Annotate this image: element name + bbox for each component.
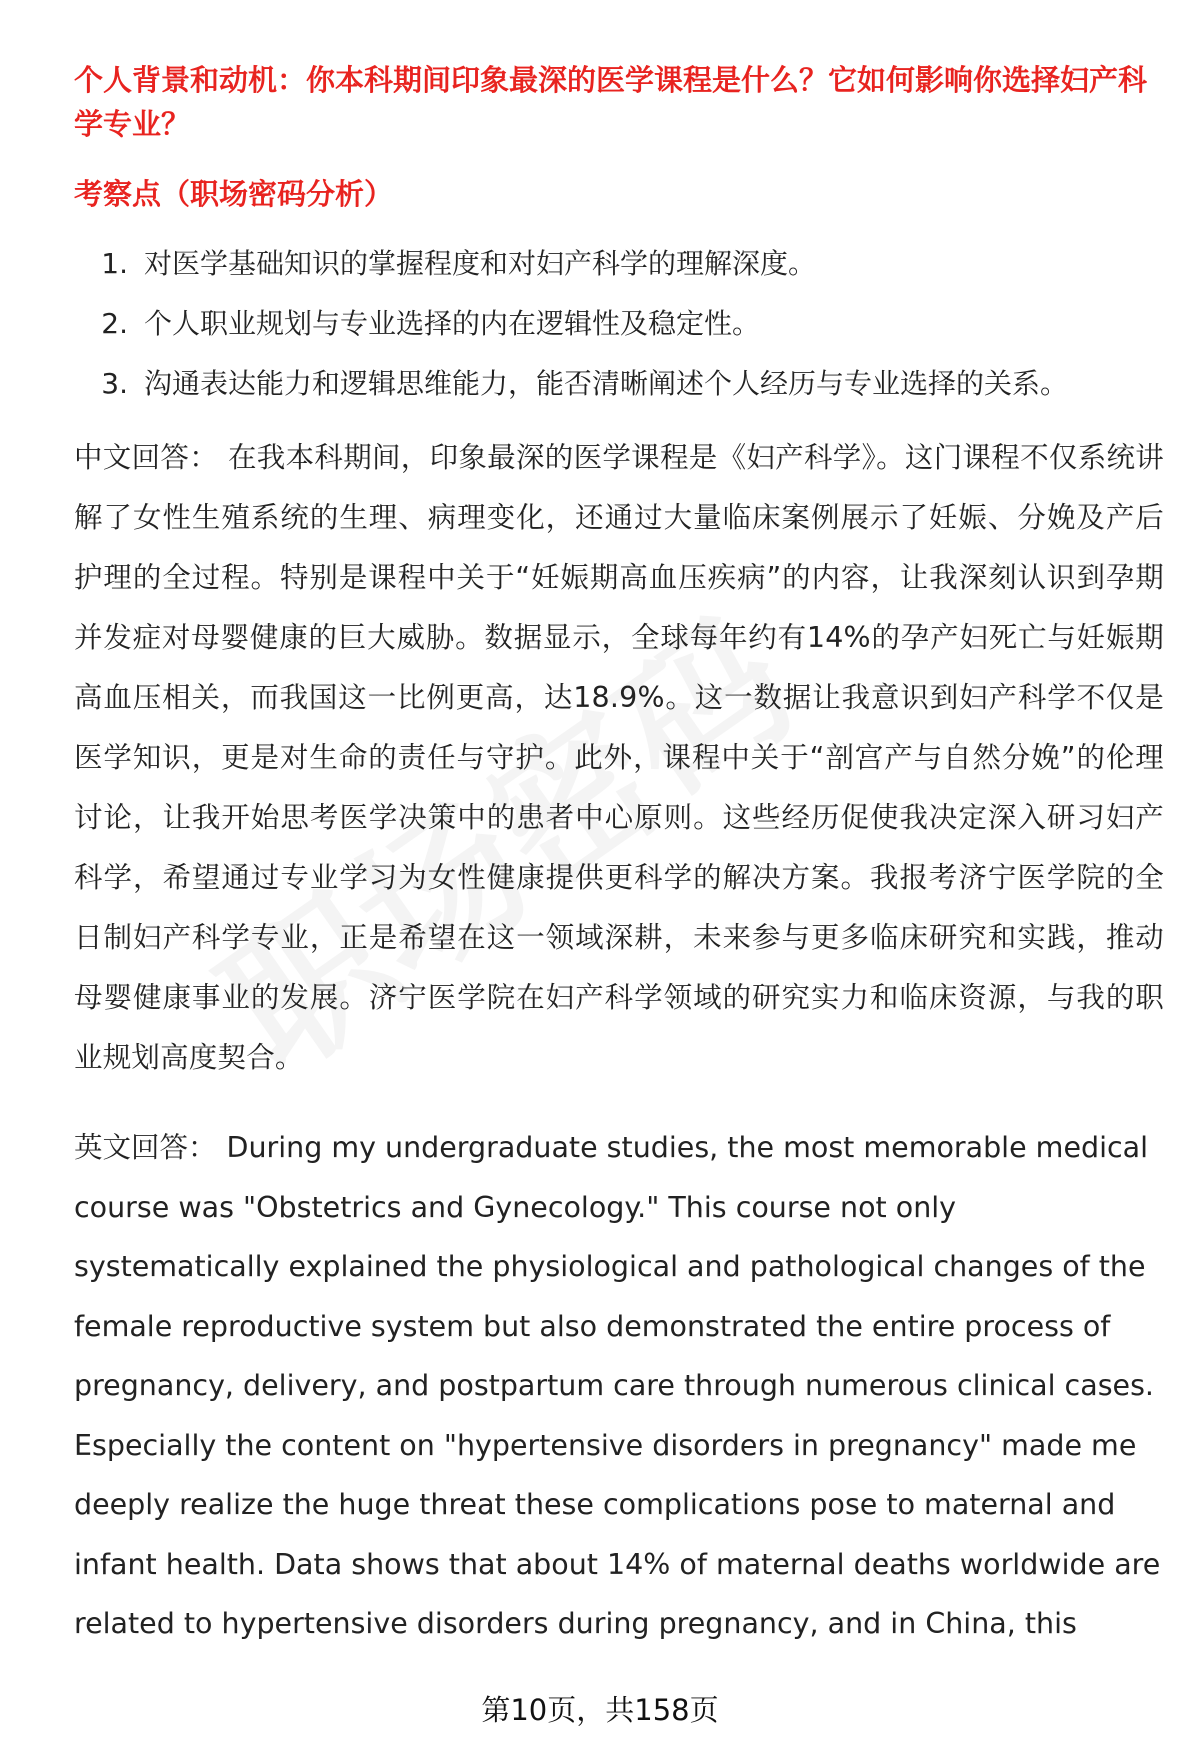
list-item-text: 沟通表达能力和逻辑思维能力，能否清晰阐述个人经历与专业选择的关系。 [144,367,1069,400]
english-answer-paragraph [74,1118,1164,1654]
list-item [74,302,1164,346]
english-answer-text: During my undergraduate studies, the most memorable medical course was "Obstetrics and Gynecology." This course not only systematically explained the physiological and pathological changes of the female reproductive system but also demonstrated the entire process of pregnancy, delivery, and postpartum care through numerous clinical cases. Especially the content on "hypertensive disorders in pregnancy" made me deeply realize the huge threat these complications pose to maternal and infant health. Data shows that about 14% of maternal deaths worldwide are related to hypertensive disorders during pregnancy, and in China, this [74,1131,1161,1640]
chinese-answer-text: 在我本科期间，印象最深的医学课程是《妇产科学》。这门课程不仅系统讲解了女性生殖系统的生理、病理变化，还通过大量临床案例展示了妊娠、分娩及产后护理的全过程。特别是课程中关于“妊娠期高血压疾病”的内容，让我深刻认识到孕期并发症对母婴健康的巨大威胁。数据显示，全球每年约有14%的孕产妇死亡与妊娠期高血压相关，而我国这一比例更高，达18.9%。这一数据让我意识到妇产科学不仅是医学知识，更是对生命的责任与守护。此外，课程中关于“剖宫产与自然分娩”的伦理讨论，让我开始思考医学决策中的患者中心原则。这些经历促使我决定深入研习妇产科学，希望通过专业学习为女性健康提供更科学的解决方案。我报考济宁医学院的全日制妇产科学专业，正是希望在这一领域深耕，未来参与更多临床研究和实践，推动母婴健康事业的发展。济宁医学院在妇产科学领域的研究实力和临床资源，与我的职业规划高度契合。 [74,441,1164,1074]
page-number-footer: 第10页，共158页 [481,1693,719,1727]
list-item-text: 对医学基础知识的掌握程度和对妇产科学的理解深度。 [144,247,817,280]
list-item-number: 1. [101,247,128,280]
list-item [74,242,1164,286]
list-item [74,362,1164,406]
english-answer-label: 英文回答： [74,1131,217,1164]
assessment-points-heading: 考察点（职场密码分析） [74,177,394,211]
chinese-answer-label: 中文回答： [74,441,218,474]
assessment-points-list [74,242,1164,406]
list-item-number: 3. [101,367,128,400]
question-heading: 个人背景和动机：你本科期间印象最深的医学课程是什么？它如何影响你选择妇产科学专业？ [74,63,1148,141]
chinese-answer-paragraph [74,428,1164,1088]
list-item-number: 2. [101,307,128,340]
list-item-text: 个人职业规划与专业选择的内在逻辑性及稳定性。 [144,307,761,340]
document-page [74,58,1164,1654]
